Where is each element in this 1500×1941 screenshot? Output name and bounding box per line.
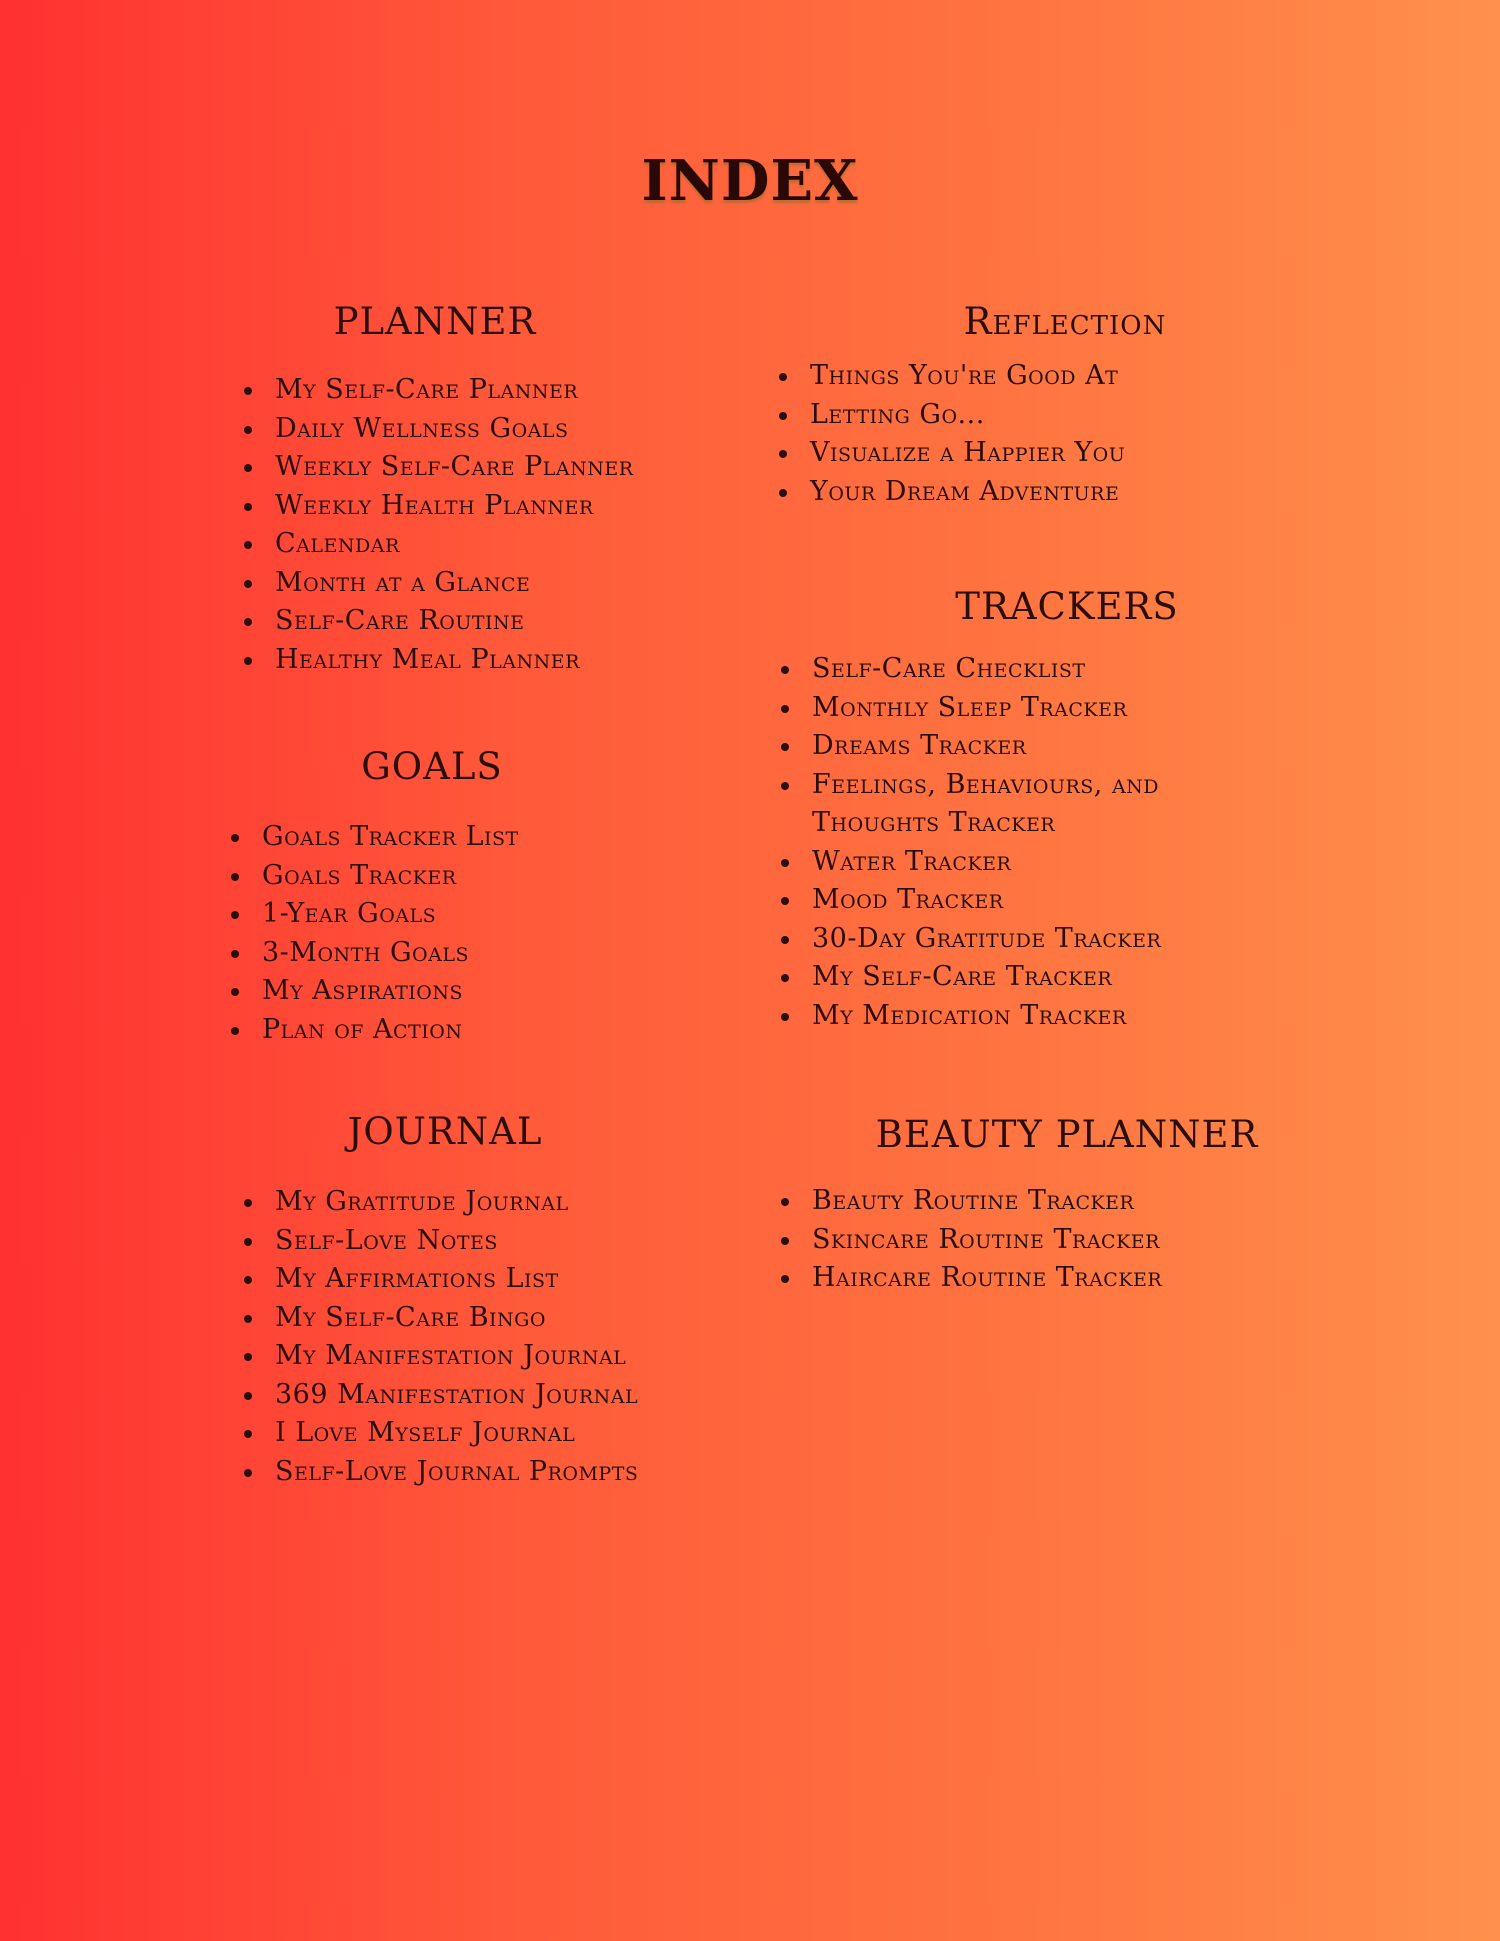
list-item[interactable]: Feelings, Behaviours, and Thoughts Tracker [772, 766, 1242, 843]
section-heading-journal: JOURNAL [347, 1110, 543, 1153]
section-goals [222, 745, 702, 1049]
list-item[interactable]: Self-Love Journal Prompts [235, 1453, 755, 1492]
page-title: INDEX [641, 148, 859, 214]
list-item[interactable]: Letting Go... [770, 396, 1310, 435]
list-item[interactable]: 1-Year Goals [222, 895, 702, 934]
list-item[interactable]: 369 Manifestation Journal [235, 1376, 755, 1415]
list-item[interactable]: Plan of Action [222, 1011, 702, 1050]
section-journal [235, 1110, 755, 1491]
list-item[interactable]: Your Dream Adventure [770, 473, 1310, 512]
list-item[interactable]: My Self-Care Bingo [235, 1299, 755, 1338]
list-item[interactable]: Month at a Glance [235, 564, 735, 603]
section-beauty-planner [772, 1113, 1292, 1298]
list-item[interactable]: Self-Care Checklist [772, 650, 1292, 689]
list-item[interactable]: Beauty Routine Tracker [772, 1182, 1292, 1221]
list-item[interactable]: Visualize a Happier You [770, 434, 1310, 473]
list-item[interactable]: 30-Day Gratitude Tracker [772, 920, 1292, 959]
list-item[interactable]: My Affirmations List [235, 1260, 755, 1299]
list-item[interactable]: 3-Month Goals [222, 934, 702, 973]
trackers-list [772, 650, 1292, 1035]
list-item[interactable]: Self-Love Notes [235, 1222, 755, 1261]
list-item[interactable]: Self-Care Routine [235, 602, 735, 641]
list-item[interactable]: Goals Tracker List [222, 818, 702, 857]
goals-list [222, 818, 702, 1049]
section-heading-beauty-planner: BEAUTY PLANNER [875, 1113, 1259, 1156]
section-heading-reflection: Reflection [963, 300, 1167, 343]
list-item[interactable]: Monthly Sleep Tracker [772, 689, 1292, 728]
section-heading-trackers: TRACKERS [955, 585, 1179, 628]
beauty-list [772, 1182, 1292, 1298]
list-item[interactable]: My Manifestation Journal [235, 1337, 755, 1376]
section-heading-planner: PLANNER [333, 300, 537, 343]
list-item[interactable]: Dreams Tracker [772, 727, 1292, 766]
journal-list [235, 1183, 755, 1491]
list-item[interactable]: Haircare Routine Tracker [772, 1259, 1292, 1298]
list-item[interactable]: Mood Tracker [772, 881, 1292, 920]
list-item[interactable]: Calendar [235, 525, 735, 564]
list-item[interactable]: My Self-Care Planner [235, 371, 735, 410]
list-item[interactable]: Healthy Meal Planner [235, 641, 735, 680]
list-item[interactable]: Goals Tracker [222, 857, 702, 896]
section-planner [235, 300, 735, 679]
list-item[interactable]: My Aspirations [222, 972, 702, 1011]
reflection-list [770, 357, 1310, 511]
list-item[interactable]: My Medication Tracker [772, 997, 1292, 1036]
planner-list [235, 371, 735, 679]
section-heading-goals: GOALS [361, 745, 503, 788]
list-item[interactable]: My Self-Care Tracker [772, 958, 1292, 997]
list-item[interactable]: My Gratitude Journal [235, 1183, 755, 1222]
list-item[interactable]: Daily Wellness Goals [235, 410, 735, 449]
section-reflection [770, 300, 1310, 511]
list-item[interactable]: Weekly Self-Care Planner [235, 448, 735, 487]
list-item[interactable]: Water Tracker [772, 843, 1292, 882]
section-trackers [772, 585, 1292, 1035]
list-item[interactable]: Things You're Good At [770, 357, 1310, 396]
list-item[interactable]: I Love Myself Journal [235, 1414, 755, 1453]
list-item[interactable]: Weekly Health Planner [235, 487, 735, 526]
list-item[interactable]: Skincare Routine Tracker [772, 1221, 1292, 1260]
